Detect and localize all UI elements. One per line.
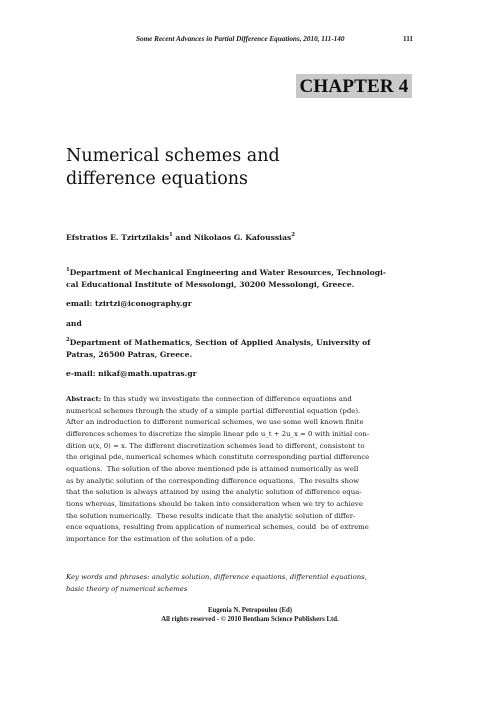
abstract-line: numerical schemes through the study of a simple partial differential equation (pde). xyxy=(66,406,361,415)
keywords-line: Key words and phrases: analytic solution, difference equations, differential equations, xyxy=(66,573,367,581)
abstract xyxy=(66,394,418,546)
chapter-label: CHAPTER 4 xyxy=(296,74,412,98)
affiliation-mark: 2 xyxy=(66,337,70,343)
abstract-lead: Abstract: xyxy=(66,395,102,403)
footer-editor: Eugenia N. Petropoulou (Ed) xyxy=(207,607,293,614)
affiliation-mark: 1 xyxy=(169,232,173,238)
abstract-line: Abstract: In this study we investigate the connection of difference equations and xyxy=(66,395,352,403)
author-name: Nikolaos G. Kafoussias xyxy=(193,233,292,242)
abstract-line: equations. The solution of the above mentioned pde is attained numerically as well xyxy=(66,464,359,473)
affiliation-1 xyxy=(66,267,418,291)
affiliation-mark: 1 xyxy=(66,267,70,273)
running-head-title: Some Recent Advances in Partial Difference Equations, 2010, 111-140 xyxy=(136,35,345,43)
running-head xyxy=(0,35,500,49)
affiliation-line: Patras, 26500 Patras, Greece. xyxy=(66,350,193,359)
abstract-line: dition u(x, 0) = x. The different discretization schemes lead to different, consistent to xyxy=(66,441,365,450)
page-number: 111 xyxy=(403,35,413,43)
affiliation-line: Department of Mechanical Engineering and Water Resources, Technologi- xyxy=(69,268,387,277)
and-separator: and xyxy=(66,319,82,328)
affiliation-mark: 2 xyxy=(291,232,296,238)
abstract-line: ence equations, resulting from application of numerical schemes, could be of extreme xyxy=(66,523,369,532)
keywords-line: basic theory of numerical schemes xyxy=(66,584,188,593)
abstract-line: differences schemes to discretize the simple linear pde u_t + 2u_x = 0 with initial con- xyxy=(66,429,370,438)
page-footer xyxy=(0,606,500,624)
abstract-line: that the solution is always attained by using the analytic solution of difference equa- xyxy=(66,488,362,497)
author-name: Efstratios E. Tzirtzilakis xyxy=(66,233,169,242)
affiliation-line: Department of Mathematics, Section of Applied Analysis, University of xyxy=(69,338,371,347)
footer-copyright: All rights reserved - © 2010 Bentham Science Publishers Ltd. xyxy=(161,616,339,623)
affiliation-2 xyxy=(66,337,418,361)
affiliation-line: cal Educational Institute of Messolongi, 30200 Messolongi, Greece. xyxy=(66,280,355,289)
email-1: email: tzirtzi@iconography.gr xyxy=(66,299,192,308)
abstract-line: importance for the estimation of the solution of a pde. xyxy=(66,534,256,543)
chapter-title xyxy=(66,145,426,191)
abstract-line: the solution numerically. These results indicate that the analytic solution of differ- xyxy=(66,511,356,520)
chapter-title-line: difference equations xyxy=(66,169,248,189)
author-line xyxy=(66,233,295,242)
author-connector: and xyxy=(172,233,194,242)
email-2: e-mail: nikaf@math.upatras.gr xyxy=(66,369,197,378)
abstract-line: as by analytic solution of the corresponding difference equations. The results show xyxy=(66,476,359,485)
chapter-title-line: Numerical schemes and xyxy=(66,146,280,166)
keywords xyxy=(66,572,418,595)
abstract-line: the original pde, numerical schemes which constitute corresponding partial difference xyxy=(66,453,370,462)
abstract-line: tions whereas, limitations should be taken into consideration when we try to achieve xyxy=(66,499,363,508)
abstract-line: After an indroduction to different numerical schemes, we use some well known finite xyxy=(66,418,364,427)
